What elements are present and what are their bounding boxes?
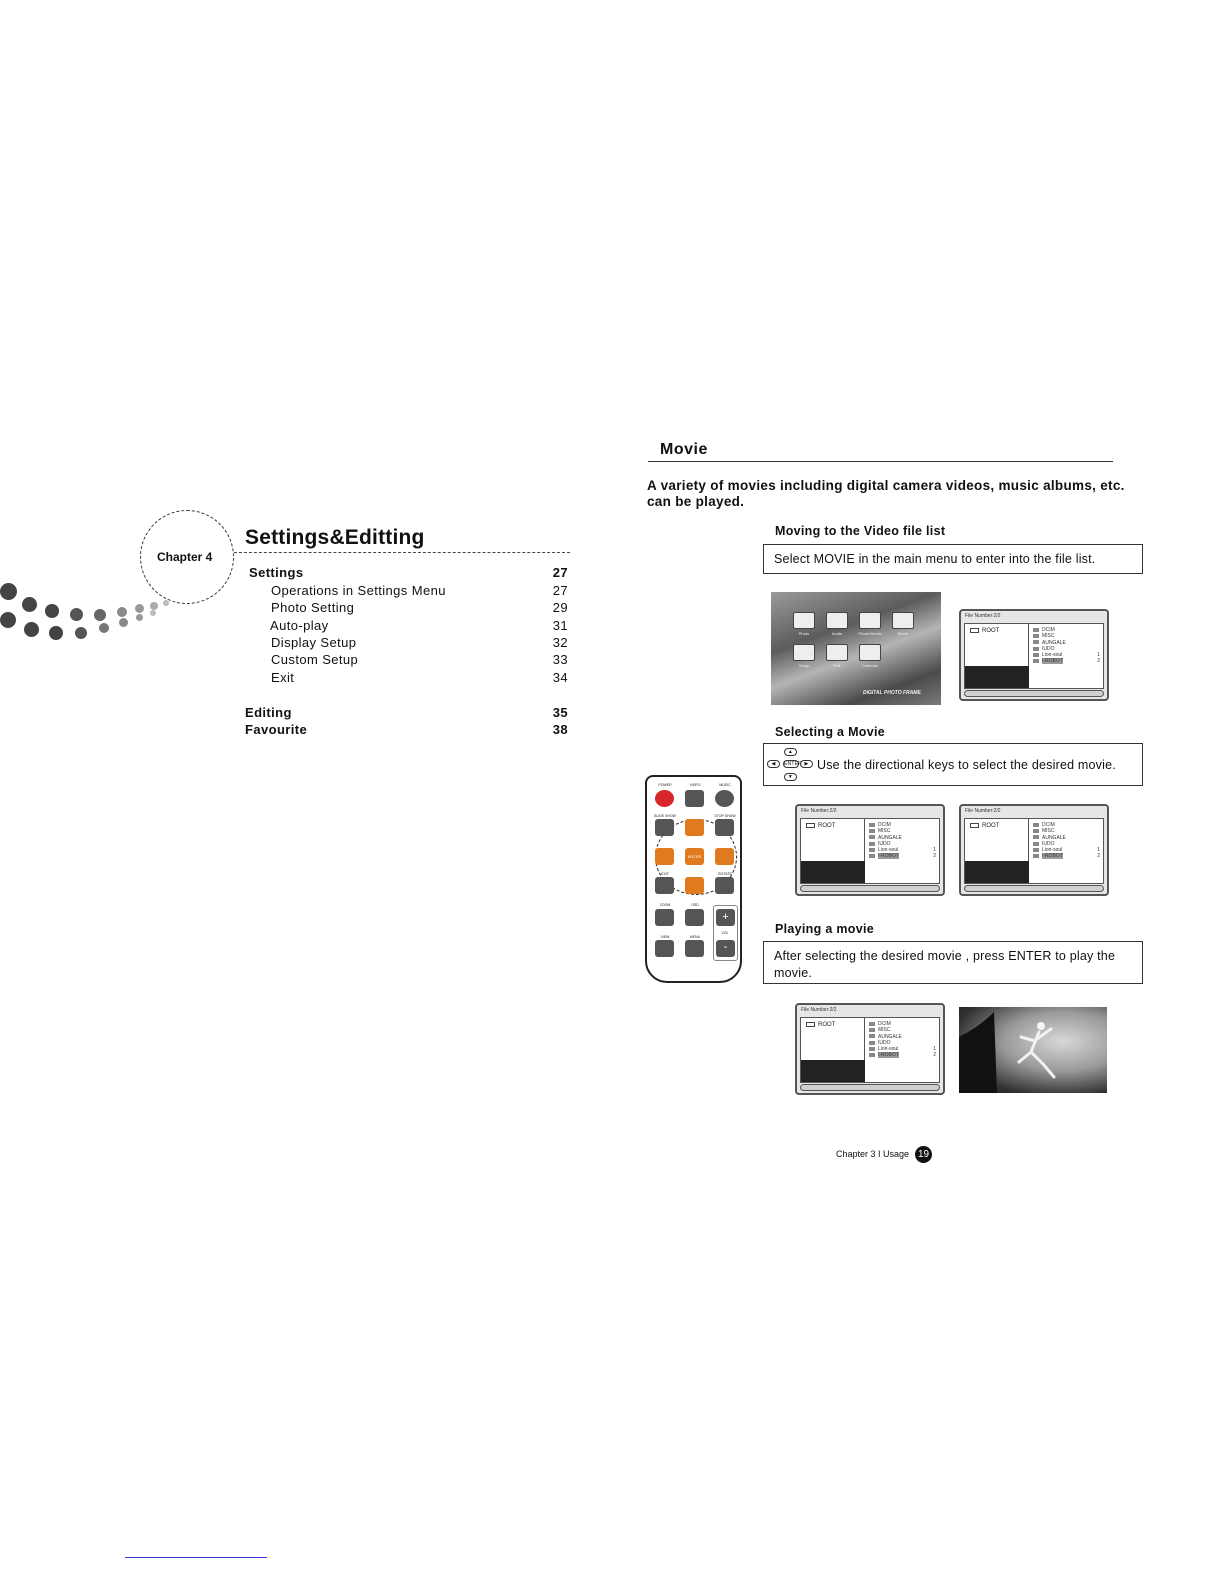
- enter-key-icon: ENTER: [784, 761, 802, 767]
- stopshow-label: STOP SHOW: [714, 814, 736, 818]
- menu-label: Movie: [897, 631, 909, 636]
- up-button[interactable]: [685, 819, 704, 836]
- entry-name: Lion-soul: [878, 1046, 899, 1053]
- folder-icon: [1033, 842, 1039, 846]
- setup-icon: [793, 644, 815, 661]
- toc-label: Editing: [245, 705, 292, 720]
- stopshow-button[interactable]: [715, 819, 734, 836]
- entry-name: IUDO: [878, 840, 891, 847]
- edit-icon: [826, 644, 848, 661]
- entry-number: 2: [933, 853, 936, 860]
- entry-number: 2: [1097, 658, 1100, 665]
- video-file-icon: [1033, 854, 1039, 858]
- calendar-icon: [859, 644, 881, 661]
- entry-name: DCIM: [1042, 822, 1055, 828]
- entry-name: IUDO: [1042, 645, 1055, 652]
- remote-control: [645, 775, 742, 983]
- entry-name: Lion-soul: [1042, 652, 1063, 659]
- volume-up-button[interactable]: +: [716, 909, 735, 926]
- entry-name: I-ROBOT: [878, 853, 899, 860]
- entry-name: I-ROBOT: [1042, 658, 1063, 665]
- toc-label: Custom Setup: [271, 652, 359, 667]
- video-file-icon: [869, 1053, 875, 1057]
- entry-name: AUNGALE: [1042, 834, 1066, 841]
- playback-figure: [959, 1007, 1107, 1093]
- zoom-label: ZOOM: [659, 903, 671, 907]
- movie-icon: [892, 612, 914, 629]
- folder-icon: [1033, 835, 1039, 839]
- drive-icon: [806, 823, 815, 828]
- entry-name: AUNGALE: [878, 834, 902, 841]
- video-file-icon: [1033, 659, 1039, 663]
- volume-down-button[interactable]: -: [716, 940, 735, 957]
- entry-name: IUDO: [1042, 840, 1055, 847]
- menu-label: Calendar: [861, 663, 879, 668]
- entry-number: 2: [1097, 853, 1100, 860]
- file-list-screen: [795, 804, 945, 896]
- entry-name: AUNGALE: [1042, 639, 1066, 646]
- zoom-button[interactable]: [655, 909, 674, 926]
- file-number: File Number:2/2: [801, 808, 837, 814]
- entry-name: MISC: [878, 828, 891, 835]
- menu-label: Photo+Music: [858, 631, 882, 636]
- drive-icon: [806, 1022, 815, 1027]
- exit-label: EXIT: [661, 872, 669, 876]
- folder-icon: [869, 1022, 875, 1026]
- title-divider: [234, 552, 570, 553]
- list-item: [1033, 658, 1103, 664]
- toc-label: Photo Setting: [271, 600, 355, 615]
- folder-icon: [869, 1034, 875, 1038]
- toc-entry[interactable]: [245, 705, 568, 722]
- step-instruction: After selecting the desired movie , press ENTER to play the movie.: [774, 949, 1116, 980]
- toc-label: Settings: [249, 565, 304, 580]
- file-list-screen: [959, 609, 1109, 701]
- video-file-icon: [869, 1047, 875, 1051]
- folder-icon: [869, 1041, 875, 1045]
- menu-label: Setup: [798, 663, 810, 668]
- toc-page: 38: [552, 722, 568, 737]
- file-list-screen: [795, 1003, 945, 1095]
- section-title: Movie: [660, 441, 708, 458]
- osd-button[interactable]: [685, 909, 704, 926]
- menu-button[interactable]: [685, 940, 704, 957]
- chapter-label: Chapter 4: [157, 550, 213, 564]
- list-item: [1033, 853, 1103, 859]
- toc-label: Operations in Settings Menu: [271, 583, 446, 598]
- entry-name: Lion-soul: [878, 847, 899, 854]
- step-heading: Playing a movie: [775, 922, 874, 936]
- step-instruction-box: [763, 941, 1143, 984]
- folder-icon: [869, 823, 875, 827]
- music-button[interactable]: [715, 790, 734, 807]
- main-menu-screenshot: [771, 592, 941, 705]
- menu-label: Audio: [831, 631, 843, 636]
- chapter-title: Settings&Editting: [245, 526, 425, 549]
- entry-name: Lion-soul: [1042, 847, 1063, 854]
- video-label: VIDEO: [689, 783, 701, 787]
- audio-icon: [826, 612, 848, 629]
- drive-icon: [970, 628, 979, 633]
- step-heading: Selecting a Movie: [775, 725, 885, 739]
- power-label: POWER: [658, 783, 672, 787]
- entry-name: AUNGALE: [878, 1033, 902, 1040]
- folder-icon: [1033, 823, 1039, 827]
- toc-page: 29: [552, 600, 568, 615]
- menu-label: Photo: [798, 631, 810, 636]
- step-heading: Moving to the Video file list: [775, 524, 946, 538]
- root-label: ROOT: [982, 628, 1000, 635]
- footer-text: Chapter 3 I Usage: [836, 1149, 910, 1159]
- folder-icon: [1033, 640, 1039, 644]
- folder-icon: [1033, 628, 1039, 632]
- photo-icon: [793, 612, 815, 629]
- entry-name: MISC: [1042, 828, 1055, 835]
- step-instruction-box: [763, 544, 1143, 574]
- drive-icon: [970, 823, 979, 828]
- toc-page: 35: [552, 705, 568, 720]
- entry-name: DCIM: [878, 1021, 891, 1027]
- toc-label: Display Setup: [271, 635, 357, 650]
- entry-name: I-ROBOT: [1042, 853, 1063, 860]
- slideshow-button[interactable]: [655, 819, 674, 836]
- root-label: ROOT: [818, 1022, 836, 1029]
- toc-label: Exit: [271, 670, 295, 685]
- exit-button[interactable]: [655, 877, 674, 894]
- toc-entry[interactable]: [245, 600, 568, 617]
- music-label: MUSIC: [719, 783, 731, 787]
- toc-page: 33: [552, 652, 568, 667]
- video-file-icon: [869, 848, 875, 852]
- page-number: 19: [915, 1146, 932, 1163]
- file-number: File Number:2/2: [965, 613, 1001, 619]
- list-item: [869, 853, 939, 859]
- folder-icon: [869, 829, 875, 833]
- left-arrow-icon: ◀: [767, 760, 780, 768]
- enter-button[interactable]: ENTER: [685, 848, 704, 865]
- menu-brand: DIGITAL PHOTO FRAME: [863, 690, 921, 696]
- toc-page: 34: [552, 670, 568, 685]
- osd-label: OSD: [691, 903, 699, 907]
- entry-number: 1: [933, 847, 936, 854]
- toc-entry[interactable]: [245, 618, 568, 635]
- down-arrow-icon: ▼: [784, 773, 797, 781]
- up-arrow-icon: ▲: [784, 748, 797, 756]
- entry-number: 1: [1097, 652, 1100, 659]
- view-label: VIEW: [660, 935, 670, 939]
- rotate-label: ROTATE: [718, 872, 732, 876]
- video-file-icon: [869, 854, 875, 858]
- toc-label: Favourite: [245, 722, 308, 737]
- root-label: ROOT: [982, 823, 1000, 830]
- photo-music-icon: [859, 612, 881, 629]
- entry-number: 1: [933, 1046, 936, 1053]
- toc-entry[interactable]: [245, 722, 568, 739]
- toc-page: 27: [552, 583, 568, 598]
- video-button[interactable]: [685, 790, 704, 807]
- left-button[interactable]: [655, 848, 674, 865]
- down-button[interactable]: [685, 877, 704, 894]
- video-file-icon: [1033, 848, 1039, 852]
- file-list-screen: [959, 804, 1109, 896]
- toc-label: Auto-play: [270, 618, 329, 633]
- folder-icon: [1033, 829, 1039, 833]
- step-instruction: Select MOVIE in the main menu to enter into the file list.: [774, 552, 1096, 566]
- step-instruction-box: [763, 743, 1143, 786]
- entry-number: 1: [1097, 847, 1100, 854]
- entry-number: 2: [933, 1052, 936, 1059]
- folder-icon: [1033, 647, 1039, 651]
- video-file-icon: [1033, 653, 1039, 657]
- toc-page: 31: [552, 618, 568, 633]
- entry-name: IUDO: [878, 1039, 891, 1046]
- section-rule: [648, 461, 1113, 462]
- right-arrow-icon: ▶: [800, 760, 813, 768]
- toc-entry[interactable]: [245, 670, 568, 687]
- movie-playback-frame: [959, 1007, 1107, 1093]
- vol-label: VOL: [721, 931, 729, 935]
- list-item: [869, 1052, 939, 1058]
- toc-entry[interactable]: [245, 565, 568, 582]
- folder-icon: [869, 1028, 875, 1032]
- toc-entry[interactable]: [245, 583, 568, 600]
- intro-text: A variety of movies including digital camera videos, music albums, etc. can be played.: [647, 478, 1125, 509]
- power-button[interactable]: [655, 790, 674, 807]
- rotate-button[interactable]: [715, 877, 734, 894]
- folder-icon: [869, 835, 875, 839]
- toc-page: 27: [552, 565, 568, 580]
- folder-icon: [869, 842, 875, 846]
- entry-name: I-ROBOT: [878, 1052, 899, 1059]
- page-link-underline[interactable]: [125, 1557, 267, 1558]
- toc-page: 32: [552, 635, 568, 650]
- entry-name: DCIM: [1042, 627, 1055, 633]
- view-button[interactable]: [655, 940, 674, 957]
- entry-name: MISC: [1042, 633, 1055, 640]
- root-label: ROOT: [818, 823, 836, 830]
- file-number: File Number:2/2: [801, 1007, 837, 1013]
- toc-entry[interactable]: [245, 635, 568, 652]
- file-number: File Number:2/2: [965, 808, 1001, 814]
- entry-name: MISC: [878, 1027, 891, 1034]
- toc-entry[interactable]: [245, 652, 568, 669]
- entry-name: DCIM: [878, 822, 891, 828]
- menu-label: Edit: [833, 663, 841, 668]
- slideshow-label: SLIDE SHOW: [654, 814, 676, 818]
- right-button[interactable]: [715, 848, 734, 865]
- folder-icon: [1033, 634, 1039, 638]
- menu-label: MENU: [689, 935, 701, 939]
- step-instruction: Use the directional keys to select the desired movie.: [817, 758, 1116, 772]
